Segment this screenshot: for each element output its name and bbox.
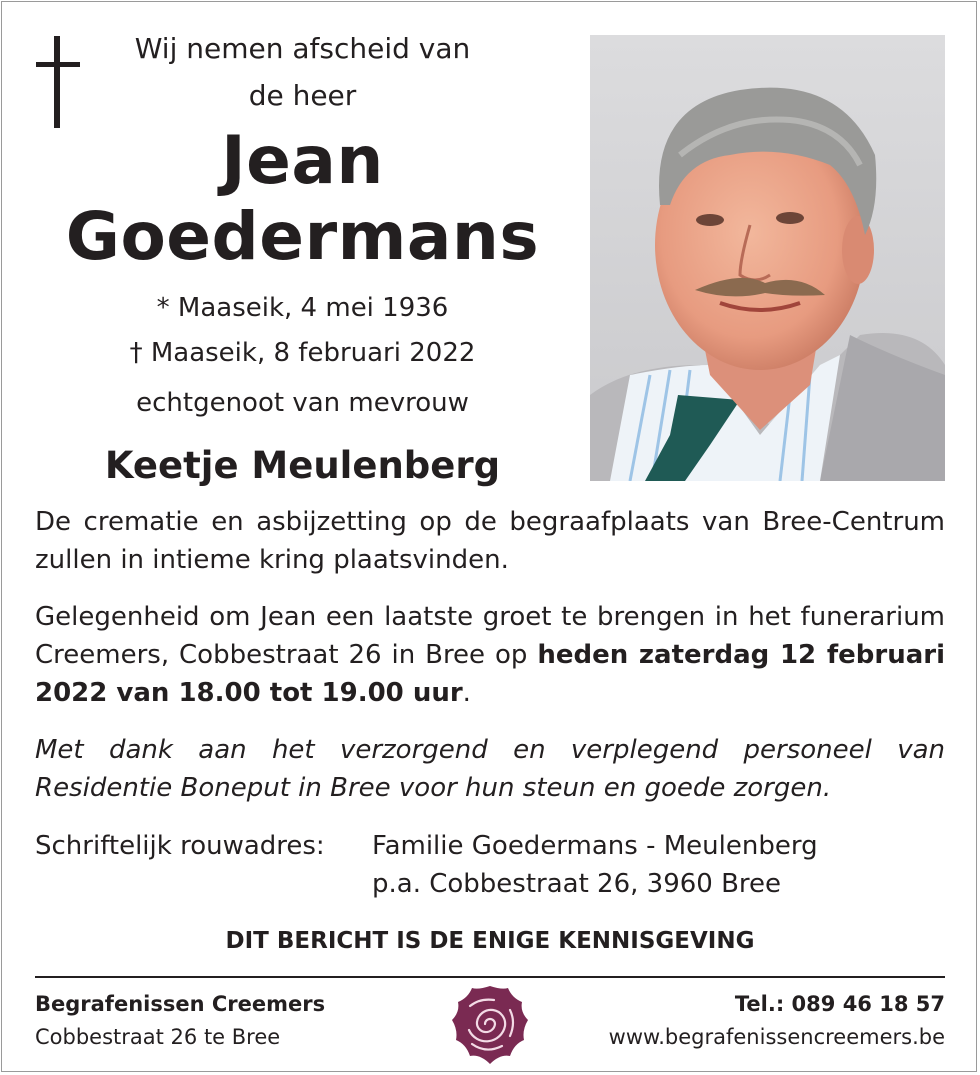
address-line-2: p.a. Cobbestraat 26, 3960 Bree: [372, 869, 782, 899]
visitation-text: Gelegenheid om Jean een laatste groet te brengen in het funerarium Creemers, Cobbestraat 26 in Bree op: [35, 602, 945, 670]
address-line-1: Familie Goedermans - Meulenberg: [372, 831, 818, 861]
spouse-intro: echtgenoot van mevrouw: [136, 388, 469, 418]
intro-line-1: Wij nemen afscheid van: [134, 32, 471, 65]
cremation-paragraph: De crematie en asbijzetting op de begraafplaats van Bree-Centrum zullen in intieme kring plaatsvinden.: [35, 507, 945, 575]
deceased-name: [30, 123, 575, 275]
notice-text: DIT BERICHT IS DE ENIGE KENNISGEVING: [225, 928, 755, 954]
visitation-paragraph: [35, 598, 945, 712]
portrait-photo: [590, 35, 945, 481]
first-name: Jean: [221, 122, 384, 199]
life-dates: [30, 286, 575, 376]
address-label: Schriftelijk rouwadres:: [35, 831, 325, 861]
last-name: Goedermans: [65, 198, 540, 275]
rose-icon: [450, 984, 530, 1066]
visitation-end: .: [462, 678, 471, 708]
company-name: Begrafenissen Creemers: [35, 992, 326, 1016]
death-date: † Maaseik, 8 februari 2022: [129, 338, 476, 368]
birth-date: * Maaseik, 4 mei 1936: [156, 293, 449, 323]
phone-number: Tel.: 089 46 18 57: [734, 992, 945, 1016]
company-address: Cobbestraat 26 te Bree: [35, 1025, 281, 1049]
thanks-paragraph: Met dank aan het verzorgend en verplegend personeel van Residentie Boneput in Bree voor hun steun en goede zorgen.: [35, 735, 945, 803]
contact-info: [609, 988, 945, 1054]
divider: [35, 976, 945, 978]
intro-line-2: de heer: [248, 79, 357, 112]
intro: [30, 25, 575, 119]
spouse-name: Keetje Meulenberg: [104, 444, 501, 487]
funeral-home-info: [35, 988, 325, 1054]
website-link[interactable]: www.begrafenissencreemers.be: [608, 1025, 945, 1049]
visitation-datetime: heden zaterdag 12 februari 2022 van 18.00 tot 19.00 uur: [35, 640, 946, 708]
mourning-address: [372, 827, 818, 903]
